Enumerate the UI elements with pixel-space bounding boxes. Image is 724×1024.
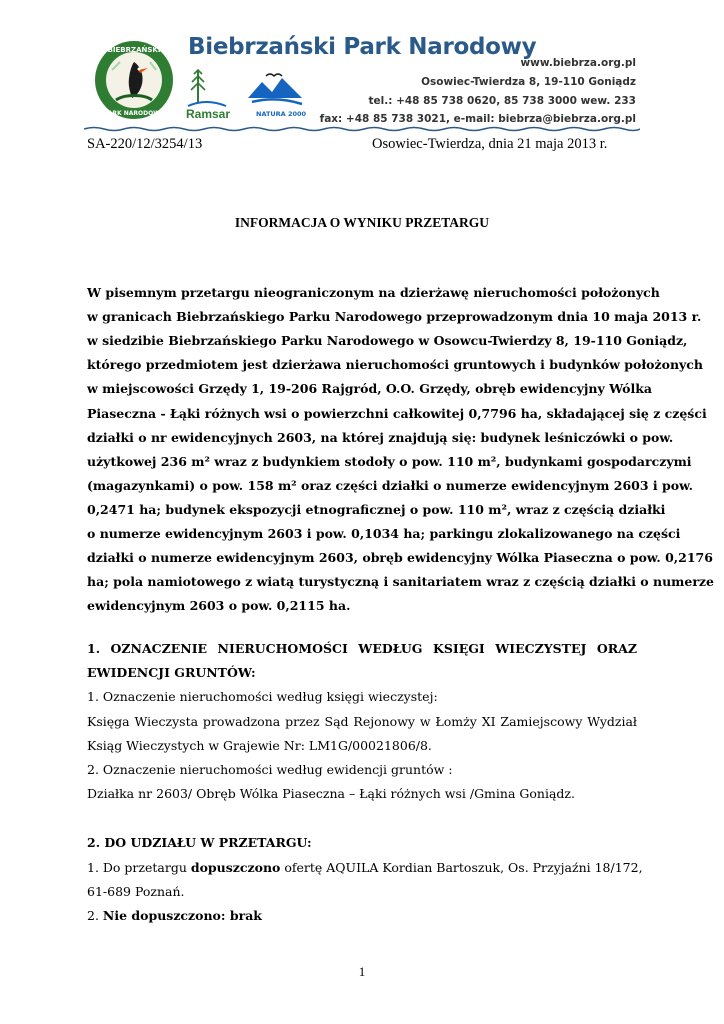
not-admitted-bold: Nie dopuszczono: brak [102,908,262,923]
intro-line: w granicach Biebrzańskiego Parku Narodowego przeprowadzonym dnia 10 maja 2013 r. [87,309,702,324]
fax-email-text: fax: +48 85 738 3021, e-mail: biebrza@biebrza.org.pl [319,113,636,125]
organization-name: Biebrzański Park Narodowy [188,34,537,60]
intro-line: użytkowej 236 m² wraz z budynkiem stodoły o pow. 110 m², budynkami gospodarczymi [87,454,692,469]
natura-label: NATURA 2000 [256,110,307,118]
admitted-prefix: 1. Do przetargu [87,860,191,875]
admitted-bold: dopuszczono [190,860,281,875]
intro-line: którego przedmiotem jest dzierżawa nieruchomości gruntowych i budynków położonych [87,357,703,372]
phone-text: tel.: +48 85 738 0620, 85 738 3000 wew. 233 [368,95,636,107]
section1-heading-cont: EWIDENCJI GRUNTÓW: [87,665,256,680]
land-register-line: Księga Wieczysta prowadzona przez Sąd Rejonowy w Łomży XI Zamiejscowy Wydział [87,714,637,729]
place-date: Osowiec-Twierdza, dnia 21 maja 2013 r. [372,136,608,152]
biebrza-park-logo [94,40,174,120]
document-title: INFORMACJA O WYNIKU PRZETARGU [234,215,490,230]
ramsar-logo [186,68,250,120]
land-register-line: Ksiąg Wieczystych w Grajewie Nr: LM1G/00021806/8. [87,738,432,753]
intro-line: działki o numerze ewidencyjnym 2603, obręb ewidencyjny Wólka Piaseczna o pow. 0,2176 [87,550,713,565]
section1-item2: 2. Oznaczenie nieruchomości według ewidencji gruntów : [87,762,453,777]
intro-line: (magazynkami) o pow. 158 m² oraz części działki o numerze ewidencyjnym 2603 i pow. [87,478,693,493]
section2-heading: 2. DO UDZIAŁU W PRZETARGU: [87,835,312,850]
intro-line: Piaseczna - Łąki różnych wsi o powierzchni całkowitej 0,7796 ha, składającej się z części [87,406,707,421]
intro-line: W pisemnym przetargu nieograniczonym na dzierżawę nieruchomości położonych [87,285,660,300]
page-number: 1 [358,964,366,979]
not-admitted-line [87,904,637,928]
admitted-rest: ofertę AQUILA Kordian Bartoszuk, Os. Przyjaźni 18/172, [280,860,643,875]
intro-line: ewidencyjnym 2603 o pow. 0,2115 ha. [87,598,351,613]
header-divider [84,126,640,132]
ramsar-label: Ramsar [186,107,231,120]
intro-line: o numerze ewidencyjnym 2603 i pow. 0,1034 ha; parkingu zlokalizowanego na części [87,526,681,541]
natura-2000-logo [244,68,308,120]
intro-line: 0,2471 ha; budynek ekspozycji etnograficznej o pow. 110 m², wraz z częścią działki [87,502,666,517]
section1-item1: 1. Oznaczenie nieruchomości według księgi wieczystej: [87,689,438,704]
reference-number: SA-220/12/3254/13 [87,136,203,152]
intro-line: ha; pola namiotowego z wiatą turystyczną i sanitariatem wraz z częścią działki o numerze [87,574,714,589]
not-admitted-prefix: 2. [87,908,103,923]
address-text: Osowiec-Twierdza 8, 19-110 Goniądz [421,76,636,88]
website-text: www.biebrza.org.pl [520,57,636,69]
logo-text-bottom: PARK NARODOWY [103,110,165,117]
admitted-offer-line2: 61-689 Poznań. [87,884,185,899]
admitted-offer-line [87,856,643,880]
parcel-line: Działka nr 2603/ Obręb Wólka Piaseczna – Łąki różnych wsi /Gmina Goniądz. [87,786,575,801]
logo-text-top: BIEBRZAŃSKI [107,46,161,54]
section1-heading: 1. OZNACZENIE NIERUCHOMOŚCI WEDŁUG KSIĘGI WIECZYSTEJ ORAZ [87,641,637,656]
intro-line: działki o nr ewidencyjnych 2603, na której znajdują się: budynek leśniczówki o pow. [87,430,674,445]
intro-line: w miejscowości Grzędy 1, 19-206 Rajgród, O.O. Grzędy, obręb ewidencyjny Wólka [87,381,653,396]
intro-line: w siedzibie Biebrzańskiego Parku Narodowego w Osowcu-Twierdzy 8, 19-110 Goniądz, [87,333,688,348]
